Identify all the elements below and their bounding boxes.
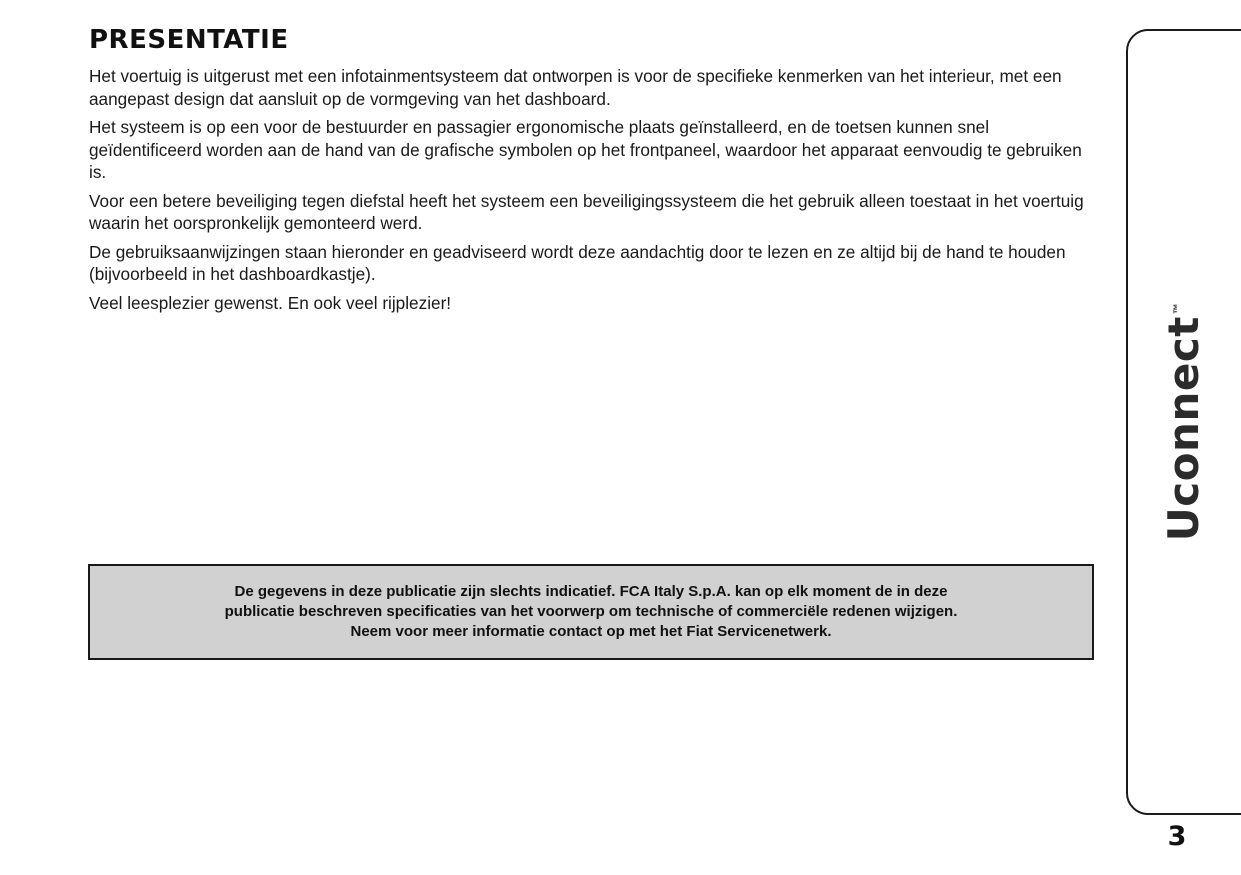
paragraph: Het systeem is op een voor de bestuurder en passagier ergonomische plaats geïnstalleerd, en de toetsen kunnen snel geïdentificeerd worden aan de hand van de grafische symbolen op het frontpaneel, waardoor het apparaat eenvoudig te gebruiken is. — [89, 117, 1082, 182]
disclaimer-line: Neem voor meer informatie contact op met het Fiat Servicenetwerk. — [350, 623, 832, 640]
brand-label — [1159, 302, 1208, 542]
paragraph: Het voertuig is uitgerust met een infotainmentsysteem dat ontworpen is voor de specifieke kenmerken van het interieur, met een aangepast design dat aansluit op de vormgeving van het dashboard. — [89, 66, 1062, 109]
body-text — [89, 65, 1094, 320]
page-number: 3 — [1167, 821, 1187, 852]
paragraph: Voor een betere beveiliging tegen diefstal heeft het systeem een beveiligingssysteem die het gebruik alleen toestaat in het voertuig waarin het oorspronkelijk gemonteerd werd. — [89, 190, 1084, 233]
paragraph: Veel leesplezier gewenst. En ook veel rijplezier! — [89, 292, 452, 313]
paragraph: De gebruiksaanwijzingen staan hieronder en geadviseerd wordt deze aandachtig door te lezen en ze altijd bij de hand te houden (bijvoorbeeld in het dashboardkastje). — [89, 241, 1066, 284]
disclaimer-line: De gegevens in deze publicatie zijn slechts indicatief. FCA Italy S.p.A. kan op elk moment de in deze — [234, 583, 948, 600]
brand-name: Uconnect — [1159, 316, 1208, 542]
disclaimer-box — [88, 564, 1094, 660]
disclaimer-line: publicatie beschreven specificaties van het voorwerp om technische of commerciële redenen wijzigen. — [224, 603, 958, 620]
trademark-symbol: ™ — [1172, 302, 1184, 315]
page-title: PRESENTATIE — [89, 25, 289, 55]
